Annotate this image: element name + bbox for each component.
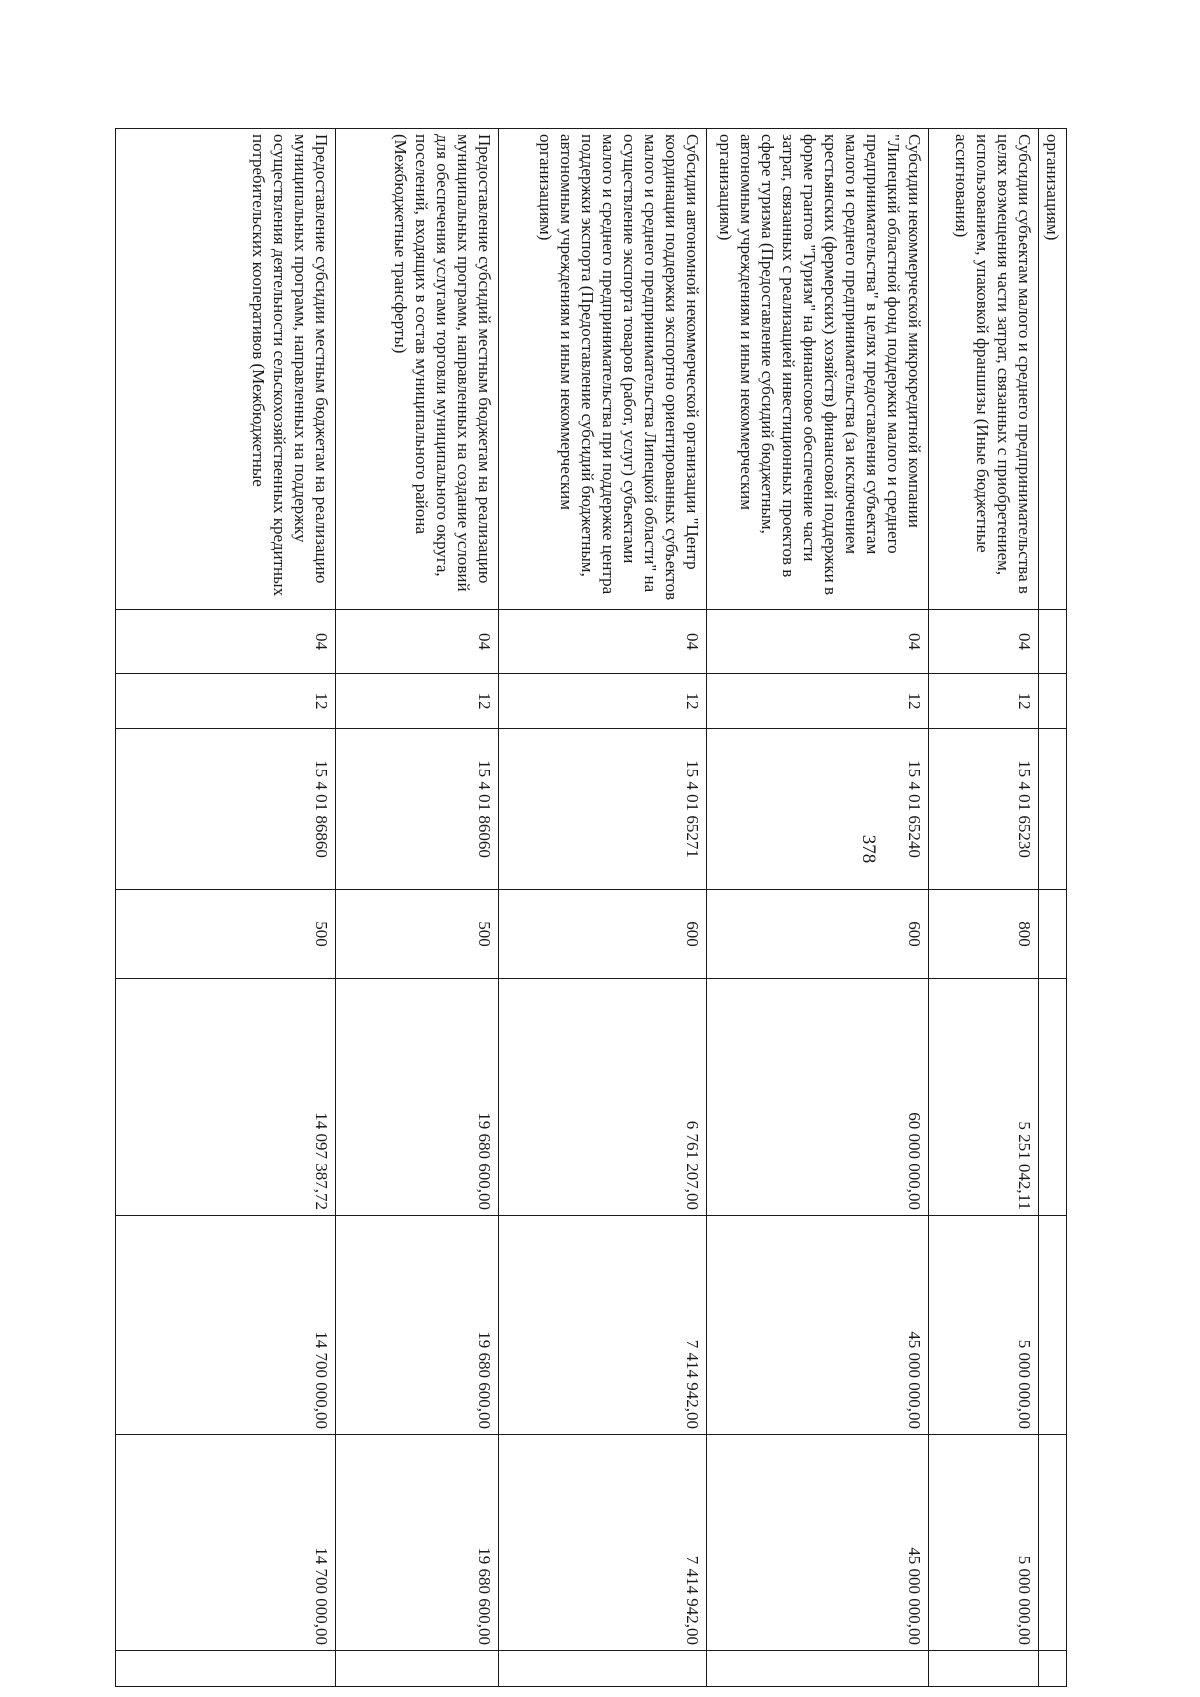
empty-cell bbox=[336, 1651, 499, 1687]
ministry-code: 04 bbox=[499, 610, 707, 674]
target-article: 15 4 01 65240 bbox=[707, 729, 929, 890]
budget-table bbox=[115, 128, 1067, 1687]
empty-cell bbox=[929, 1651, 1039, 1687]
section-code: 12 bbox=[336, 674, 499, 729]
empty-cell bbox=[116, 1651, 336, 1687]
expense-type: 500 bbox=[336, 890, 499, 979]
target-article: 15 4 01 86860 bbox=[116, 729, 336, 890]
amount-year-2 bbox=[1039, 1216, 1067, 1435]
amount-year-2: 7 414 942,00 bbox=[499, 1216, 707, 1435]
ministry-code: 04 bbox=[116, 610, 336, 674]
ministry-code: 04 bbox=[336, 610, 499, 674]
row-description: Субсидии автономной некоммерческой организации "Центр координации поддержки экспортно ориентированных субъектов малого и среднего предпринимательства Липецкой области" на осуществление экспорта товаров (работ, услуг) субъектами малого и среднего предпринимательства при поддержке центра поддержки экспорта (Предоставление субсидий бюджетным, автономным учреждениям и иным некоммерческим организациям) bbox=[499, 129, 707, 610]
amount-year-3: 14 700 000,00 bbox=[116, 1435, 336, 1651]
amount-year-3: 45 000 000,00 bbox=[707, 1435, 929, 1651]
target-article: 15 4 01 65230 bbox=[929, 729, 1039, 890]
amount-year-1: 6 761 207,00 bbox=[499, 979, 707, 1216]
table-row bbox=[499, 129, 707, 1687]
amount-year-2: 19 680 600,00 bbox=[336, 1216, 499, 1435]
empty-cell bbox=[707, 1651, 929, 1687]
rotated-page-content bbox=[120, 128, 1067, 1686]
amount-year-1 bbox=[1039, 979, 1067, 1216]
table-row bbox=[707, 129, 929, 1687]
amount-year-1: 5 251 042,11 bbox=[929, 979, 1039, 1216]
row-description: Предоставление субсидии местным бюджетам на реализацию муниципальных программ, направленных на поддержку осуществления деятельности сельскохозяйственных кредитных потребительских кооперативов (Межбюджетные bbox=[116, 129, 336, 610]
section-code bbox=[1039, 674, 1067, 729]
amount-year-1: 19 680 600,00 bbox=[336, 979, 499, 1216]
amount-year-2: 5 000 000,00 bbox=[929, 1216, 1039, 1435]
target-article bbox=[1039, 729, 1067, 890]
amount-year-1: 14 097 387,72 bbox=[116, 979, 336, 1216]
section-code: 12 bbox=[116, 674, 336, 729]
amount-year-3: 5 000 000,00 bbox=[929, 1435, 1039, 1651]
empty-cell bbox=[499, 1651, 707, 1687]
empty-cell bbox=[1039, 1651, 1067, 1687]
amount-year-2: 14 700 000,00 bbox=[116, 1216, 336, 1435]
amount-year-2: 45 000 000,00 bbox=[707, 1216, 929, 1435]
table-row bbox=[336, 129, 499, 1687]
table-row bbox=[116, 129, 336, 1687]
expense-type bbox=[1039, 890, 1067, 979]
amount-year-3: 19 680 600,00 bbox=[336, 1435, 499, 1651]
table-row bbox=[1039, 129, 1067, 1687]
ministry-code: 04 bbox=[929, 610, 1039, 674]
expense-type: 500 bbox=[116, 890, 336, 979]
table-row bbox=[929, 129, 1039, 1687]
expense-type: 800 bbox=[929, 890, 1039, 979]
amount-year-3: 7 414 942,00 bbox=[499, 1435, 707, 1651]
amount-year-1: 60 000 000,00 bbox=[707, 979, 929, 1216]
target-article: 15 4 01 86060 bbox=[336, 729, 499, 890]
expense-type: 600 bbox=[499, 890, 707, 979]
page-number: 378 bbox=[858, 834, 879, 864]
section-code: 12 bbox=[499, 674, 707, 729]
row-description: организациям) bbox=[1039, 129, 1067, 610]
ministry-code: 04 bbox=[707, 610, 929, 674]
section-code: 12 bbox=[707, 674, 929, 729]
row-description: Субсидии некоммерческой микрокредитной компании "Липецкий областной фонд поддержки малого и среднего предпринимательства" в целях предоставления субъектам малого и среднего предпринимательства (за исключением крестьянских (фермерских) хозяйств) финансовой поддержки в форме грантов "Туризм" на финансовое обеспечение части затрат, связанных с реализацией инвестиционных проектов в сфере туризма (Предоставление субсидий бюджетным, автономным учреждениям и иным некоммерческим организациям) bbox=[707, 129, 929, 610]
row-description: Предоставление субсидий местным бюджетам на реализацию муниципальных программ, направленных на создание условий для обеспечения услугами торговли муниципального округа, поселений, входящих в состав муниципального района (Межбюджетные трансферты) bbox=[336, 129, 499, 610]
target-article: 15 4 01 65271 bbox=[499, 729, 707, 890]
ministry-code bbox=[1039, 610, 1067, 674]
amount-year-3 bbox=[1039, 1435, 1067, 1651]
section-code: 12 bbox=[929, 674, 1039, 729]
expense-type: 600 bbox=[707, 890, 929, 979]
row-description: Субсидии субъектам малого и среднего предпринимательства в целях возмещения части затрат, связанных с приобретением, использованием, упаковкой франшизы (Иные бюджетные ассигнования) bbox=[929, 129, 1039, 610]
